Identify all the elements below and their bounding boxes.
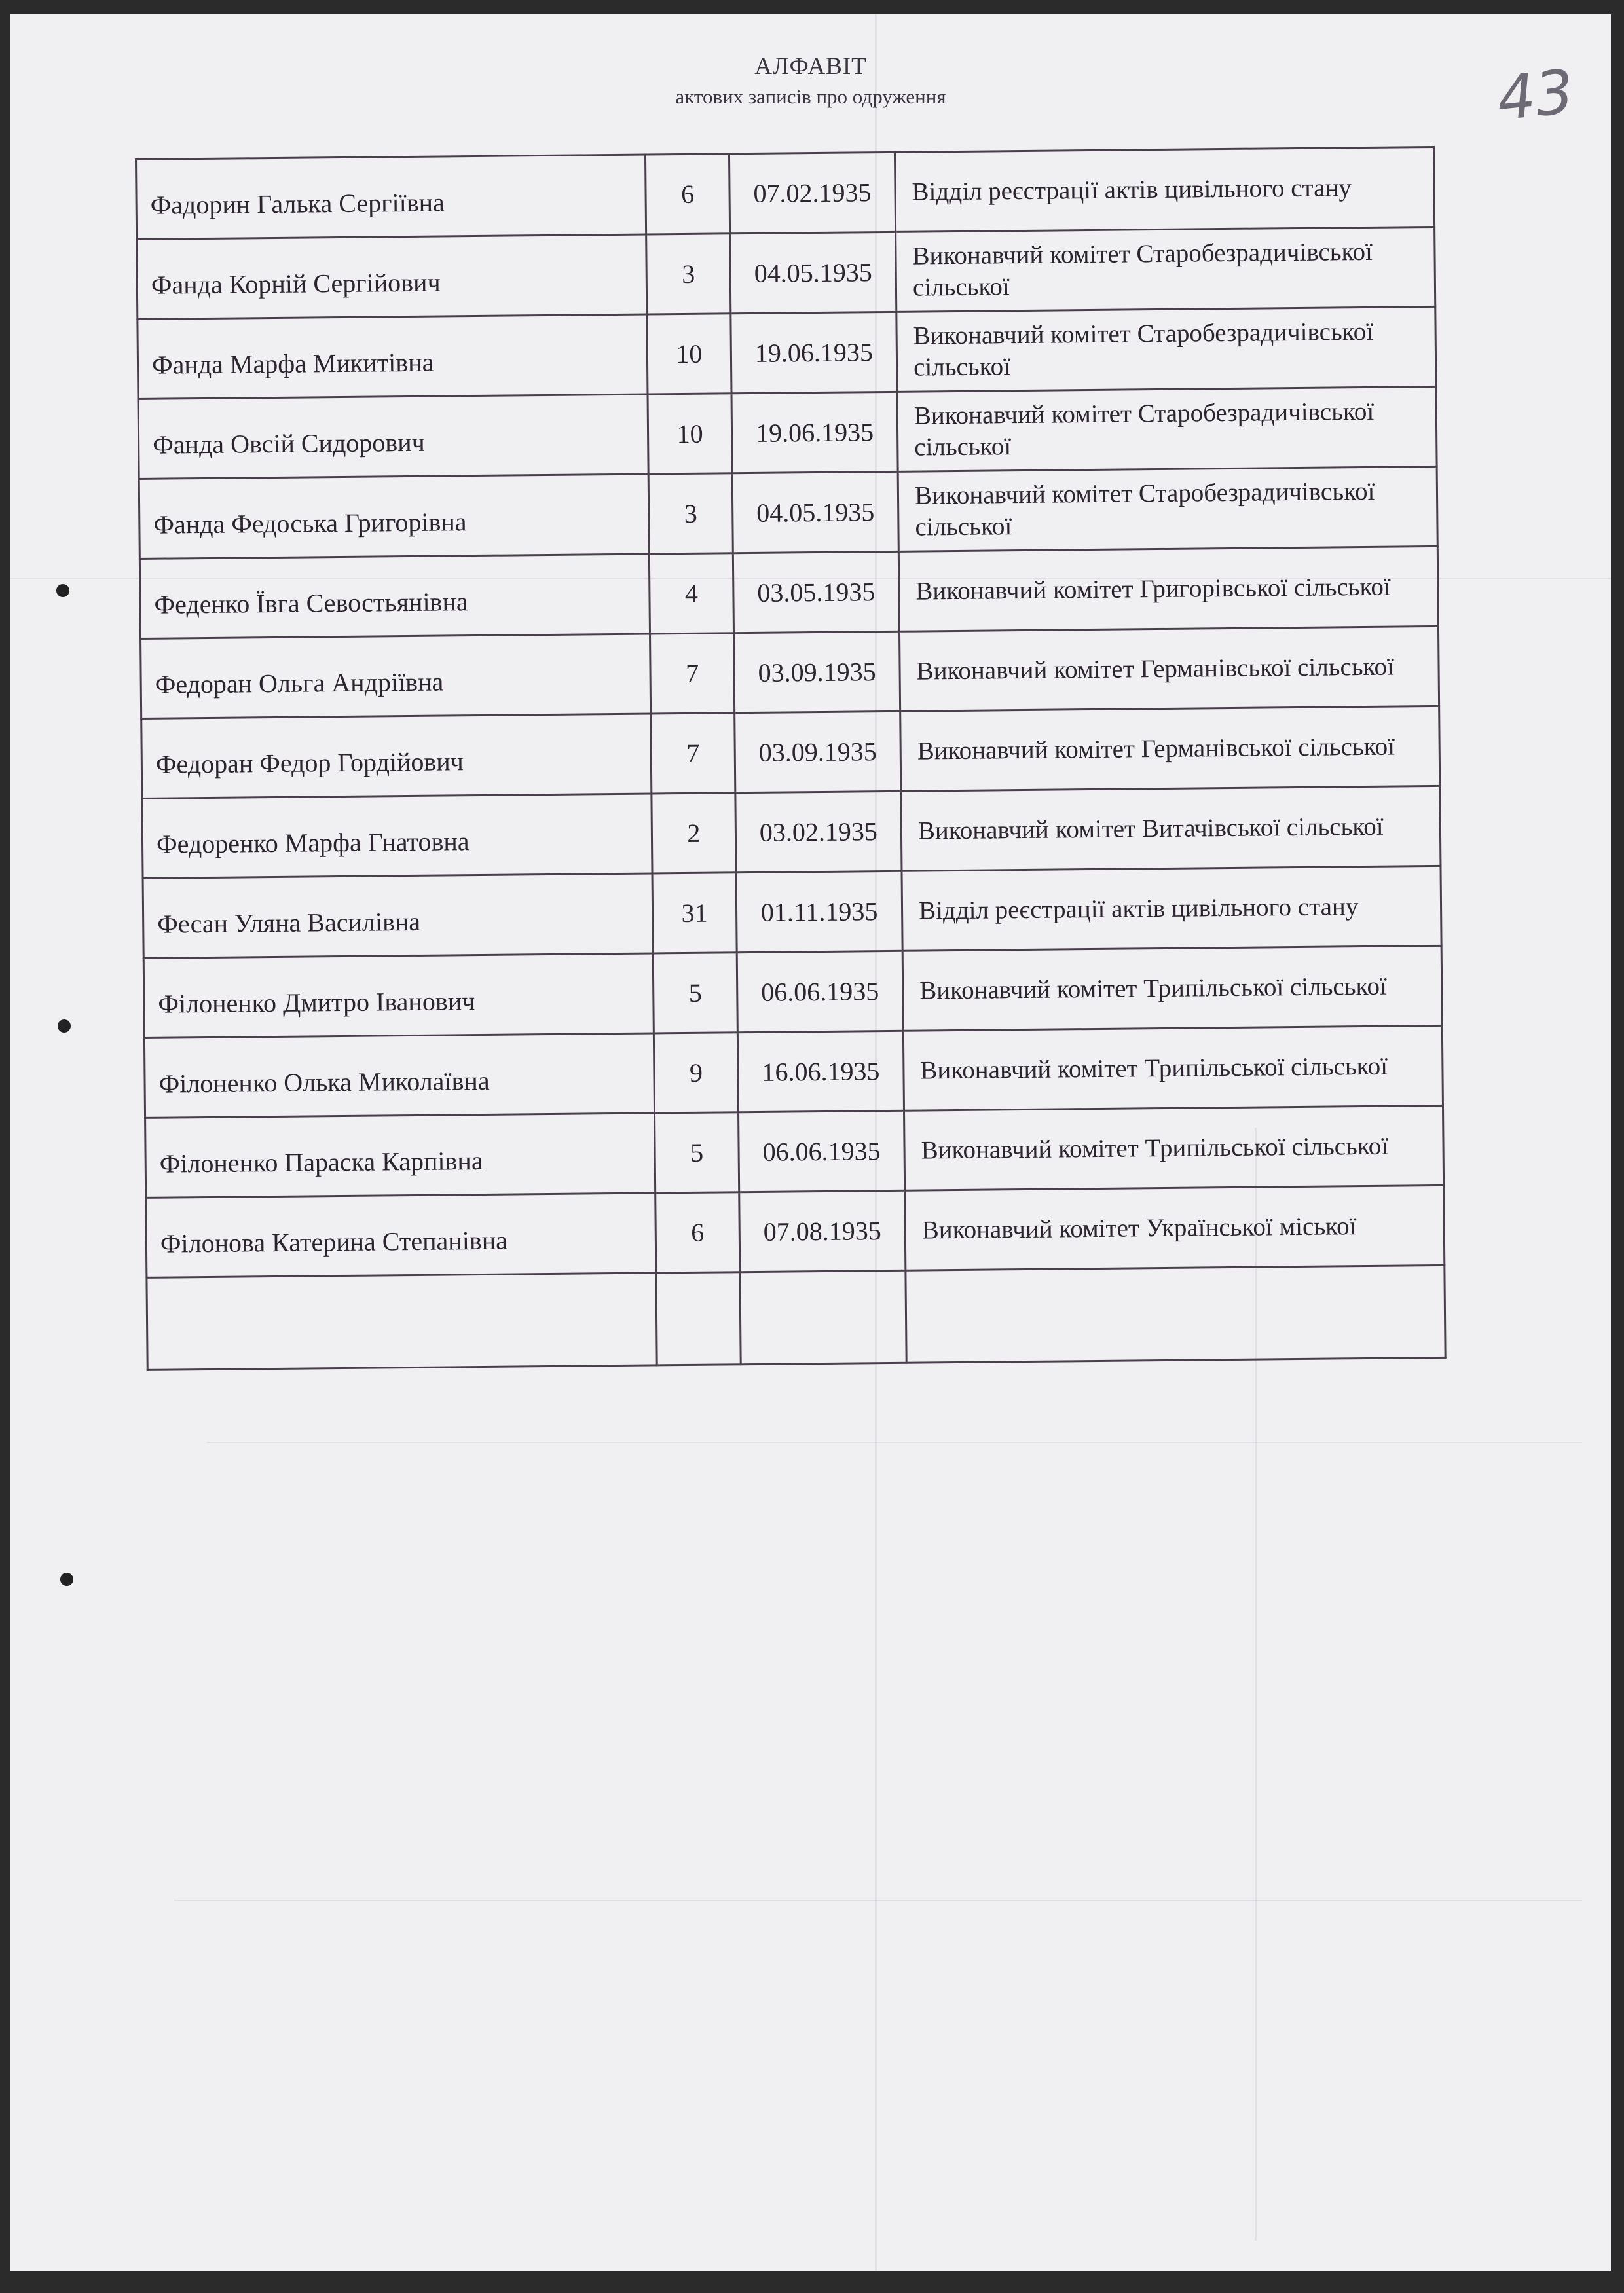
office-cell: Виконавчий комітет Старобезрадичівської сільської — [898, 466, 1437, 551]
records-table-wrapper — [135, 146, 1447, 1371]
empty-cell — [656, 1272, 741, 1365]
page-title: АЛФАВІТ — [754, 53, 867, 80]
record-number-cell: 5 — [653, 953, 737, 1033]
office-cell: Виконавчий комітет Старобезрадичівської сільської — [897, 386, 1437, 471]
date-cell: 04.05.1935 — [730, 232, 896, 313]
date-cell: 03.05.1935 — [733, 551, 899, 633]
date-cell: 07.02.1935 — [729, 152, 895, 233]
table-row — [139, 546, 1438, 638]
name-cell: Феденко Ївга Севостьянівна — [139, 554, 650, 638]
folio-number: 43 — [1493, 56, 1578, 134]
record-number-cell: 6 — [655, 1192, 740, 1273]
name-cell: Філонова Катерина Степанівна — [146, 1193, 656, 1277]
date-cell: 01.11.1935 — [736, 871, 902, 952]
date-cell: 07.08.1935 — [739, 1190, 906, 1272]
table-row — [142, 786, 1441, 878]
record-number-cell: 2 — [652, 793, 736, 873]
table-row — [141, 626, 1439, 718]
table-row — [146, 1185, 1445, 1277]
empty-cell — [906, 1265, 1445, 1363]
name-cell: Філоненко Олька Миколаївна — [144, 1033, 654, 1118]
date-cell: 16.06.1935 — [737, 1031, 904, 1112]
name-cell: Філоненко Дмитро Іванович — [143, 953, 654, 1038]
date-cell: 03.02.1935 — [735, 791, 902, 872]
name-cell: Фесан Уляна Василівна — [143, 873, 653, 958]
date-cell: 03.09.1935 — [735, 711, 901, 792]
name-cell: Федоран Ольга Андріївна — [141, 634, 651, 718]
punch-hole-mark — [58, 1019, 71, 1033]
name-cell: Фадорин Галька Сергіївна — [136, 155, 646, 239]
record-number-cell: 7 — [651, 713, 735, 794]
document-page — [10, 14, 1611, 2271]
record-number-cell: 31 — [652, 873, 737, 953]
date-cell: 06.06.1935 — [739, 1110, 905, 1192]
name-cell: Фанда Федоська Григорівна — [139, 474, 649, 559]
office-cell: Виконавчий комітет Старобезрадичівської сільської — [896, 306, 1436, 392]
record-number-cell: 5 — [655, 1112, 739, 1193]
record-number-cell: 9 — [654, 1033, 738, 1113]
table-row — [144, 1025, 1443, 1118]
table-row — [139, 466, 1437, 559]
name-cell: Фанда Корній Сергійович — [137, 234, 647, 319]
empty-cell — [147, 1273, 657, 1370]
punch-hole-mark — [56, 584, 69, 597]
table-row — [136, 147, 1435, 239]
name-cell: Філоненко Параска Карпівна — [145, 1113, 655, 1198]
table-row — [138, 306, 1436, 399]
office-cell: Виконавчий комітет Витачівської сільської — [901, 786, 1441, 871]
table-row — [138, 386, 1437, 479]
office-cell: Виконавчий комітет Германівської сільської — [900, 706, 1440, 791]
record-number-cell: 10 — [647, 314, 731, 394]
date-cell: 04.05.1935 — [732, 471, 898, 553]
record-number-cell: 10 — [648, 394, 732, 474]
page-subtitle: актових записів про одруження — [675, 85, 946, 108]
date-cell: 19.06.1935 — [731, 392, 898, 473]
record-number-cell: 6 — [645, 154, 729, 234]
table-row — [143, 866, 1441, 958]
record-number-cell: 7 — [650, 633, 735, 714]
table-row — [137, 227, 1435, 319]
office-cell: Виконавчий комітет Української міської — [905, 1185, 1445, 1270]
office-cell: Відділ реєстрації актів цивільного стану — [902, 866, 1441, 951]
date-cell: 03.09.1935 — [733, 631, 900, 712]
office-cell: Виконавчий комітет Трипільської сільської — [903, 1025, 1443, 1110]
scan-line — [174, 1900, 1582, 1901]
name-cell: Фанда Овсій Сидорович — [138, 394, 648, 479]
name-cell: Федоран Федор Гордійович — [141, 714, 652, 798]
office-cell: Виконавчий комітет Старобезрадичівської сільської — [896, 227, 1435, 312]
office-cell: Відділ реєстрації актів цивільного стану — [895, 147, 1434, 232]
date-cell: 06.06.1935 — [737, 951, 903, 1032]
office-cell: Виконавчий комітет Григорівської сільської — [898, 546, 1438, 631]
date-cell: 19.06.1935 — [731, 312, 897, 393]
table-row — [141, 706, 1440, 798]
punch-hole-mark — [60, 1573, 73, 1586]
record-number-cell: 3 — [646, 234, 731, 314]
table-row — [145, 1105, 1444, 1198]
table-row — [143, 945, 1442, 1038]
empty-table-row — [147, 1265, 1445, 1370]
name-cell: Федоренко Марфа Гнатовна — [142, 794, 652, 878]
record-number-cell: 4 — [649, 553, 733, 634]
office-cell: Виконавчий комітет Германівської сільської — [899, 626, 1439, 711]
office-cell: Виконавчий комітет Трипільської сільської — [902, 945, 1442, 1031]
name-cell: Фанда Марфа Микитівна — [138, 314, 648, 399]
record-number-cell: 3 — [648, 473, 733, 554]
records-table — [135, 146, 1447, 1371]
scan-line — [207, 1442, 1582, 1443]
office-cell: Виконавчий комітет Трипільської сільської — [904, 1105, 1444, 1190]
empty-cell — [740, 1270, 906, 1364]
